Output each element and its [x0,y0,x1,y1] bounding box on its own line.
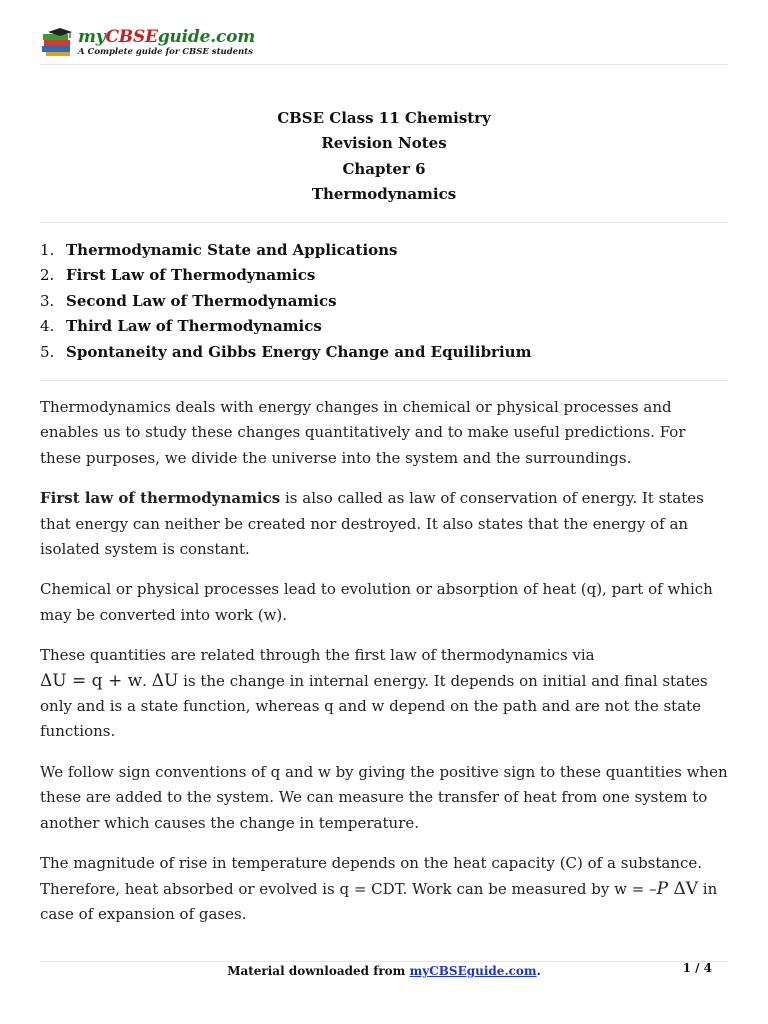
title-line-4: Thermodynamics [311,185,457,204]
divider [40,222,728,223]
paragraph-sign-convention: We follow sign conventions of q and w by giving the positive sign to these quantities when these are added to the system. We can measure the transfer of heat from one system to another which causes the change in temperature. [40,762,728,832]
list-item: 1. Thermodynamic State and Applications [40,241,398,259]
title-line-3: Chapter 6 [342,159,426,178]
page-header [40,24,728,65]
paragraph-first-law: First law of thermodynamics is also called as law of conservation of energy. It states that energy can neither be created nor destroyed. It also states that the energy of an isolated system is constant. [40,489,704,559]
list-item: 5. Spontaneity and Gibbs Energy Change and Equilibrium [40,342,532,361]
document-title [40,106,728,208]
first-law-term: First law of thermodynamics [40,489,281,508]
list-item: 2. First Law of Thermodynamics [40,266,316,285]
topic-list [40,238,728,365]
logo-prefix: my [78,27,106,48]
delta-u-symbol: ΔU [151,670,179,691]
paragraph-equation: These quantities are related through the first law of thermodynamics via ΔU = q + w. ΔU is the change in internal energy. It depends on initial and final states only and is a state function, whereas q and w depend on the path and are not the state functions. [40,646,708,741]
footer-credit: Material downloaded from myCBSEguide.com. [227,964,541,978]
page-number: 1 / 4 [682,961,712,975]
body-text [40,395,730,942]
site-logo[interactable] [40,26,255,60]
paragraph-heat-capacity: The magnitude of rise in temperature depends on the heat capacity (C) of a substance. Therefore, heat absorbed or evolved is q = CDT. Work can be measured by w = –P ΔV in case of expansion of gases. [40,854,718,923]
books-icon [40,28,74,58]
logo-suffix: guide.com [157,27,256,48]
title-line-1: CBSE Class 11 Chemistry [277,109,491,127]
paragraph-heat-work: Chemical or physical processes lead to evolution or absorption of heat (q), part of which may be converted into work (w). [40,580,713,624]
logo-text [78,29,255,57]
pressure-symbol: P [656,878,669,899]
divider [40,380,728,381]
title-line-2: Revision Notes [321,134,447,153]
list-item: 4. Third Law of Thermodynamics [40,317,322,336]
logo-tagline: A Complete guide for CBSE students [78,47,253,58]
list-item: 3. Second Law of Thermodynamics [40,291,337,310]
footer-site-link[interactable]: myCBSEguide.com [409,964,537,978]
footer-divider [40,961,728,962]
delta-v-symbol: ΔV [668,878,699,899]
paragraph-intro: Thermodynamics deals with energy changes in chemical or physical processes and enables us to study these changes quantitatively and to make useful predictions. For these purposes, we divide the universe into the system and the surroundings. [40,398,686,467]
page-footer [40,963,728,983]
first-law-equation: ΔU = q + w [40,670,143,691]
logo-brand: CBSE [105,27,158,48]
